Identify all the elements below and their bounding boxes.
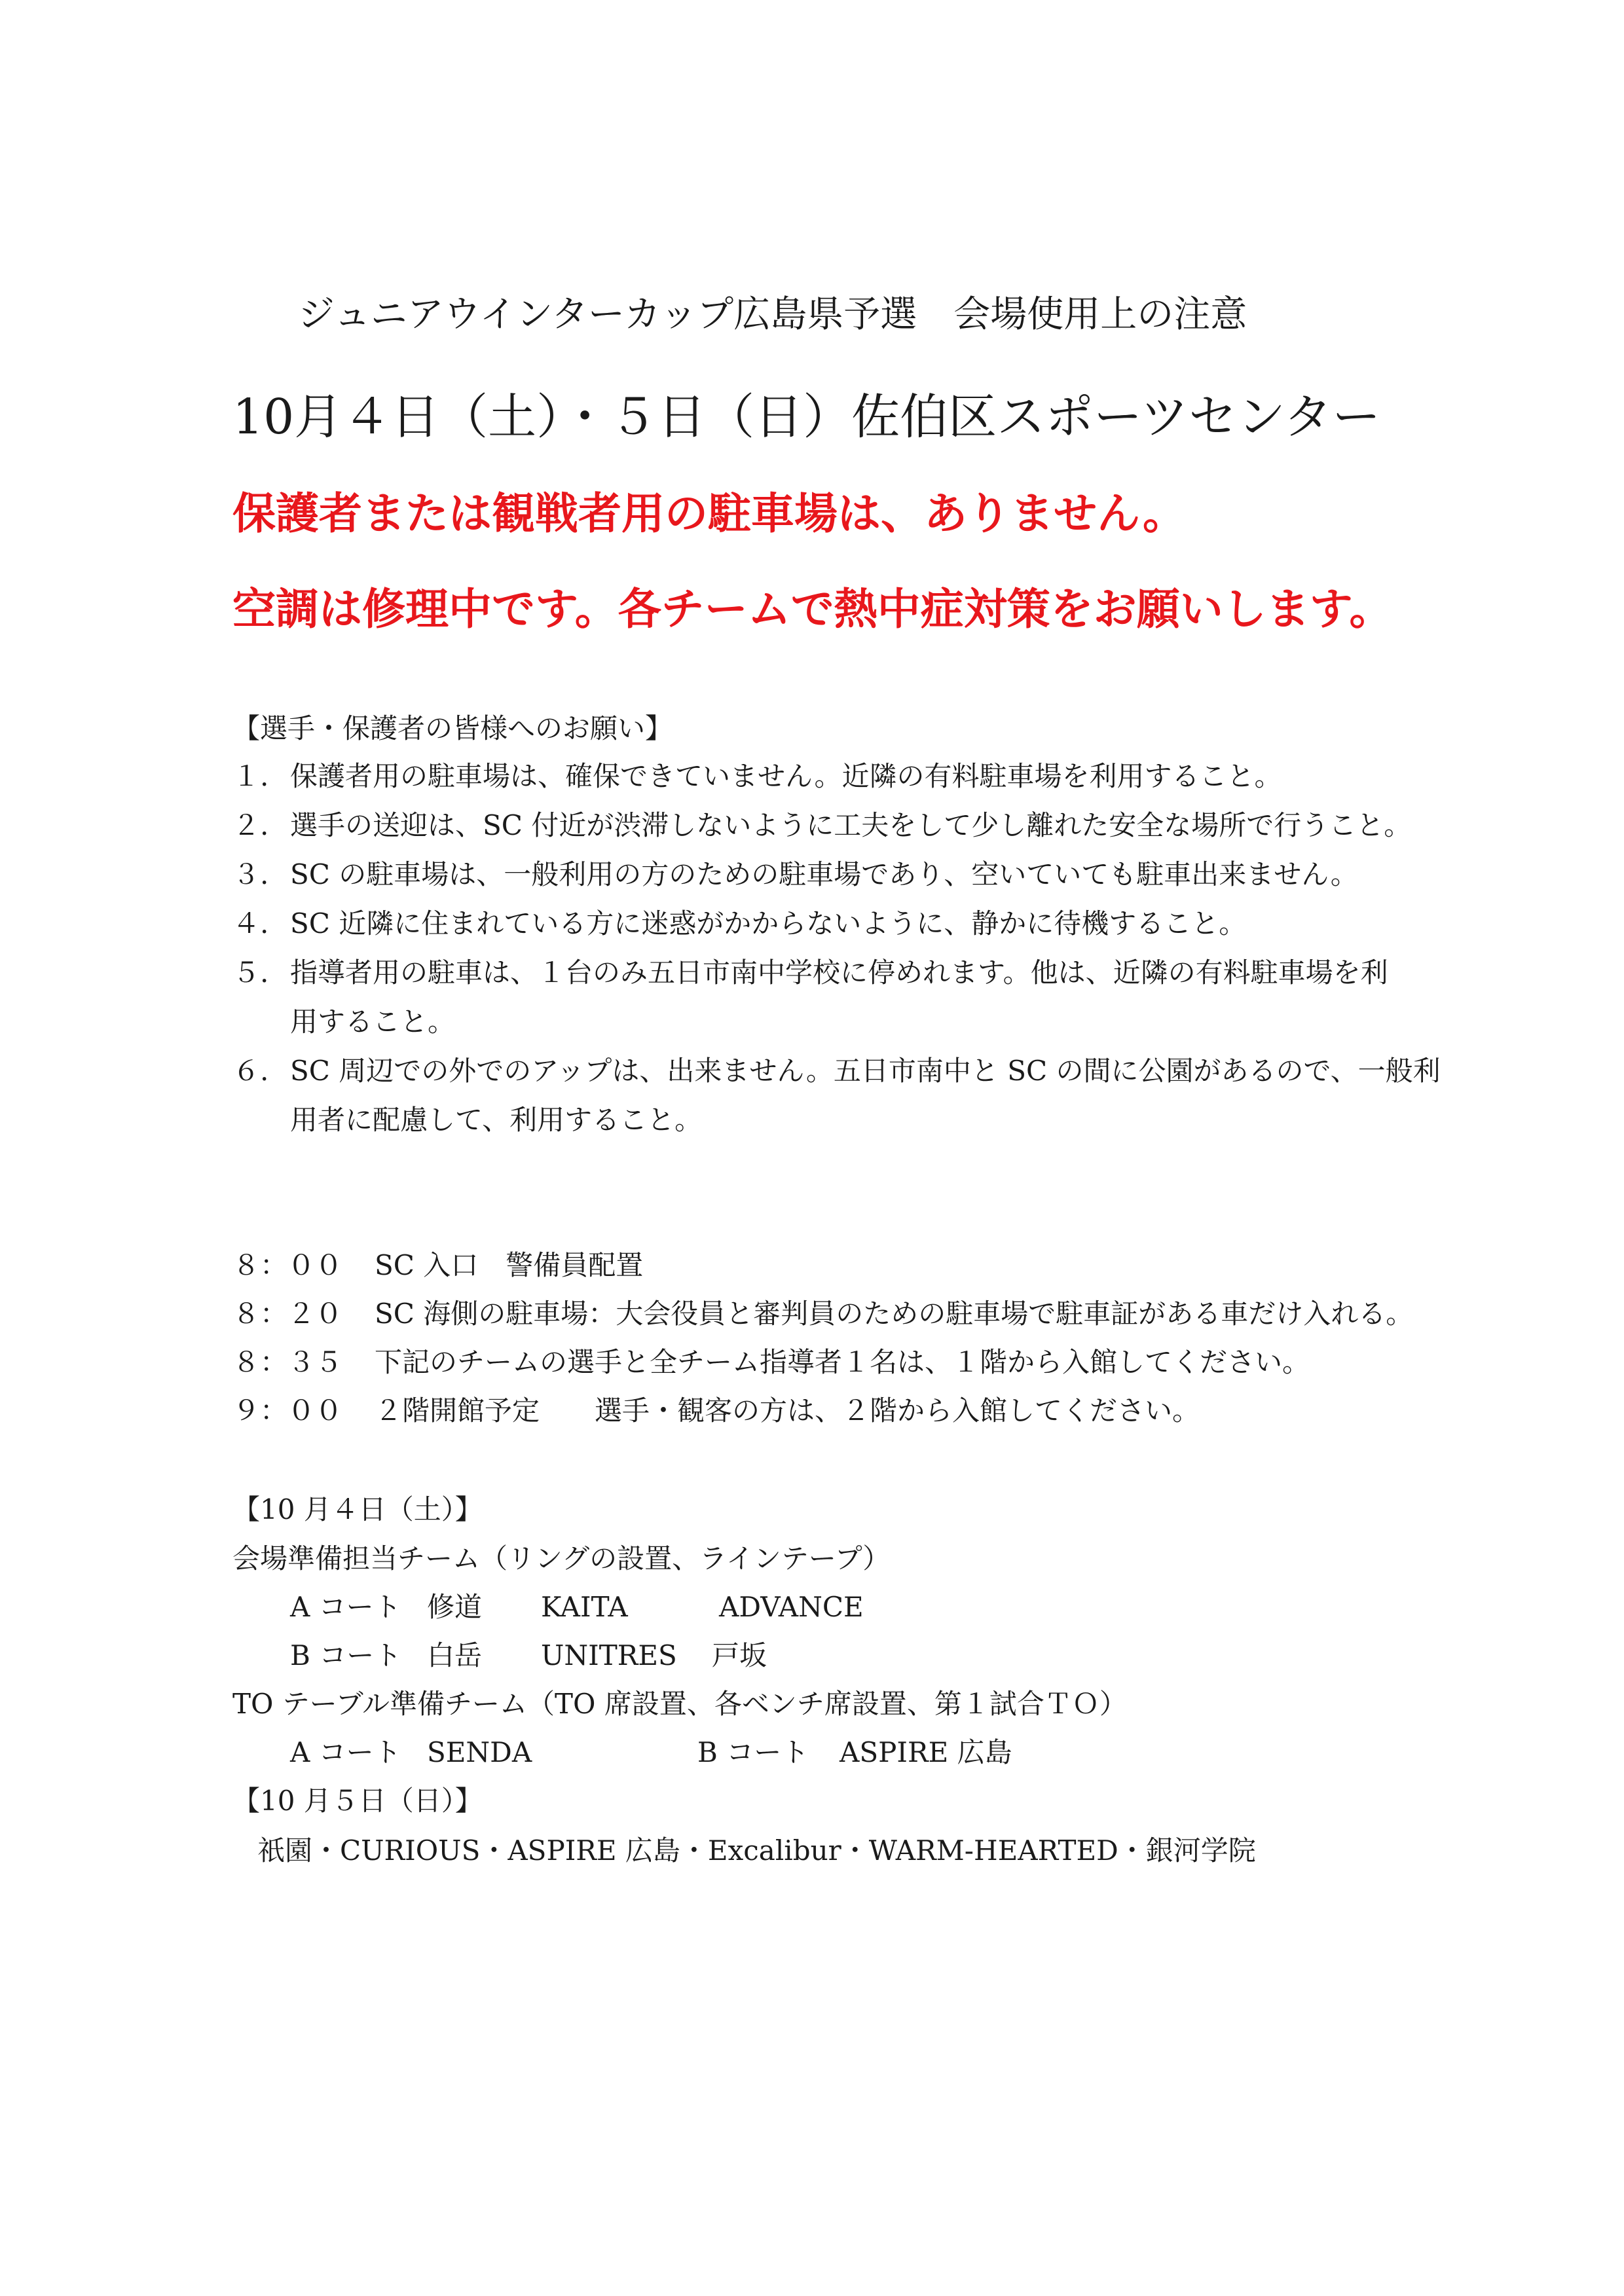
request-item xyxy=(232,801,1411,850)
date-venue-heading: 10月４日（土）・５日（日）佐伯区スポーツセンター xyxy=(232,389,1381,445)
schedule-time: ８：３５ xyxy=(232,1346,343,1378)
b-court-label: B コート xyxy=(290,1639,402,1671)
request-number: １. xyxy=(232,760,269,792)
request-number: ６. xyxy=(232,1055,269,1087)
schedule-row xyxy=(232,1300,1413,1328)
request-text: 選手の送迎は、SC 付近が渋滞しないように工夫をして少し離れた安全な場所で行うこと。 xyxy=(290,809,1412,841)
request-item xyxy=(232,1046,1441,1144)
day1-heading: 【10 月４日（土）】 xyxy=(232,1493,483,1525)
to-a-court-label: A コート xyxy=(290,1736,401,1768)
venue-prep-label: 会場準備担当チーム（リングの設置、ラインテープ） xyxy=(232,1542,891,1575)
request-item xyxy=(232,899,1246,948)
request-text: SC 周辺での外でのアップは、出来ません。五日市南中と SC の間に公園があるので、一般利 xyxy=(290,1055,1441,1087)
schedule-text: ２階開館予定 選手・観客の方は、２階から入館してください。 xyxy=(375,1394,1200,1427)
request-number: ４. xyxy=(232,907,269,939)
request-text-continued: 用者に配慮して、利用すること。 xyxy=(290,1104,703,1136)
to-a-court-team: SENDA xyxy=(427,1736,532,1768)
request-item xyxy=(232,752,1282,801)
to-table-label: TO テーブル準備チーム（TO 席設置、各ベンチ席設置、第１試合ＴＯ） xyxy=(232,1688,1127,1720)
schedule-time: ８：００ xyxy=(232,1249,343,1281)
request-text: 保護者用の駐車場は、確保できていません。近隣の有料駐車場を利用すること。 xyxy=(290,760,1282,792)
b-court-team: UNITRES xyxy=(541,1639,677,1671)
schedule-row xyxy=(232,1346,1310,1378)
request-number: ３. xyxy=(232,858,269,890)
a-court-team: ADVANCE xyxy=(719,1591,864,1623)
schedule-text: 下記のチームの選手と全チーム指導者１名は、１階から入館してください。 xyxy=(375,1346,1310,1378)
day2-teams: 祇園・CURIOUS・ASPIRE 広島・Excalibur・WARM-HEARTED・銀河学院 xyxy=(257,1834,1256,1867)
requests-heading: 【選手・保護者の皆様へのお願い】 xyxy=(232,712,673,744)
to-b-court-team: ASPIRE 広島 xyxy=(840,1736,1012,1768)
a-court-team: KAITA xyxy=(541,1591,628,1623)
a-court-label: A コート xyxy=(290,1591,401,1623)
schedule-row xyxy=(232,1394,1200,1427)
b-court-team: 戸坂 xyxy=(712,1639,767,1671)
request-item xyxy=(232,850,1358,899)
request-number: ５. xyxy=(232,957,269,989)
day2-heading: 【10 月５日（日）】 xyxy=(232,1785,483,1817)
a-court-team: 修道 xyxy=(427,1591,483,1623)
request-text: 指導者用の駐車は、１台のみ五日市南中学校に停めれます。他は、近隣の有料駐車場を利 xyxy=(290,957,1388,989)
schedule-text: SC 入口 警備員配置 xyxy=(375,1249,644,1281)
request-number: ２. xyxy=(232,809,269,841)
request-text: SC の駐車場は、一般利用の方のための駐車場であり、空いていても駐車出来ません。 xyxy=(290,858,1358,890)
schedule-time: ８：２０ xyxy=(232,1298,343,1330)
warning-parking: 保護者または観戦者用の駐車場は、ありません。 xyxy=(232,488,1186,539)
schedule-time: ９：００ xyxy=(232,1394,343,1427)
warning-aircon: 空調は修理中です。各チームで熱中症対策をお願いします。 xyxy=(232,584,1393,634)
request-text-continued: 用すること。 xyxy=(290,1006,456,1038)
to-b-court-label: B コート xyxy=(697,1736,809,1768)
document-title: ジュニアウインターカップ広島県予選 会場使用上の注意 xyxy=(298,293,1247,336)
b-court-team: 白岳 xyxy=(427,1639,483,1671)
schedule-text: SC 海側の駐車場：大会役員と審判員のための駐車場で駐車証がある車だけ入れる。 xyxy=(375,1298,1414,1330)
request-text: SC 近隣に住まれている方に迷惑がかからないように、静かに待機すること。 xyxy=(290,907,1247,939)
request-item xyxy=(232,948,1388,1046)
schedule-row xyxy=(232,1249,644,1281)
